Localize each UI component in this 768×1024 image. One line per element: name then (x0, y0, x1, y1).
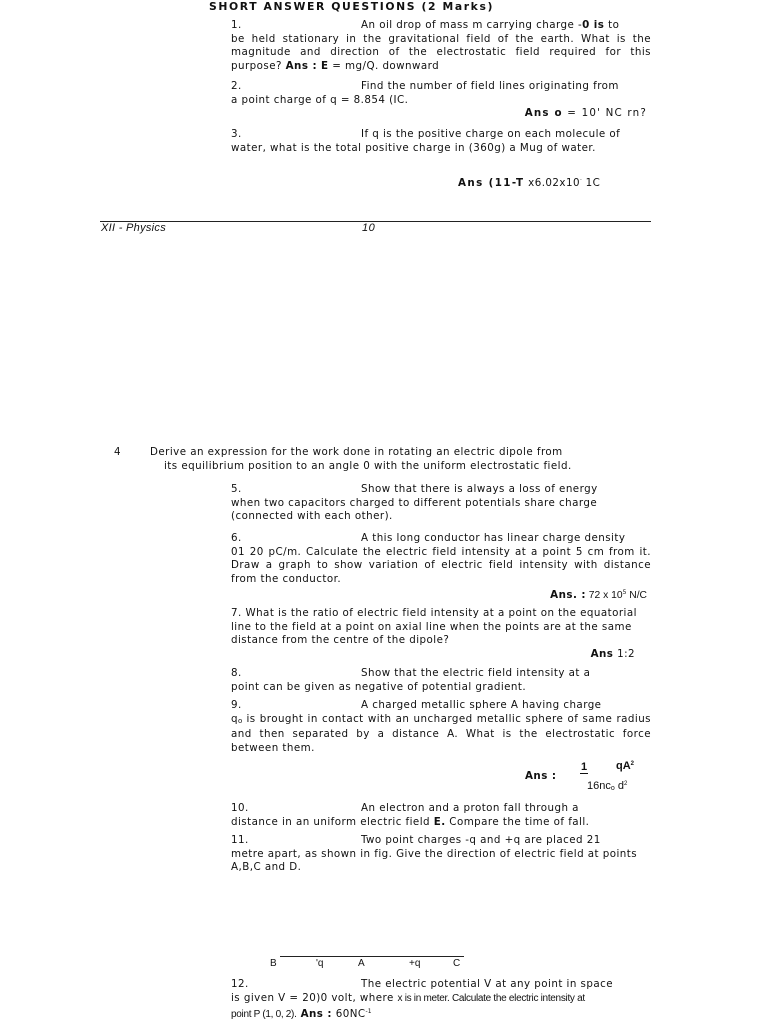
question-number: 10. (231, 802, 249, 814)
question-text: when two capacitors charged to different potentials share charge (connected with each other). (231, 496, 598, 523)
page-number: 10 (362, 222, 376, 234)
answer-superscript: 5 (622, 589, 627, 597)
answer-value: 60NC (332, 1008, 366, 1021)
question-number: 4 (114, 446, 122, 458)
question-6 (231, 532, 651, 603)
answer-superscript: · (579, 177, 582, 184)
figure-label-negative-charge: 'q (316, 958, 324, 969)
answer-label: Ans. : (550, 589, 586, 602)
question-4 (150, 446, 650, 473)
question-number: 9. (231, 699, 242, 711)
question-text: Find the number of field lines originating from (361, 80, 619, 92)
question-3 (231, 128, 651, 155)
question-text: be held stationary in the gravitational field of the earth. What is the magnitude and direction of the electrostatic field required for this purpose? (231, 32, 651, 72)
question-8 (231, 667, 651, 694)
question-11 (231, 834, 646, 875)
figure-line (280, 956, 464, 957)
denominator-text: d (614, 780, 624, 792)
question-text: Two point charges -q and +q are placed 21 (361, 834, 601, 846)
question-number: 6. (231, 532, 242, 544)
answer-unit: N/C (626, 590, 647, 602)
answer-unit: 1C (581, 177, 601, 189)
answer-value: 1:2 (613, 647, 635, 660)
figure-label-b: B (270, 958, 277, 969)
question-number: 5. (231, 483, 242, 495)
question-text: metre apart, as shown in fig. Give the direction of electric field at points A,B,C and D. (231, 847, 638, 874)
answer-label: Ans (11-T (458, 177, 525, 189)
question-12 (231, 978, 651, 1022)
question-text: to (604, 19, 620, 31)
question-text: water, what is the total positive charge in (360g) a Mug of water. (231, 141, 596, 154)
question-text: is brought in contact with an uncharged metallic sphere of same radius and then separated by a distance A. What is the electrostatic force between them. (231, 712, 651, 754)
answer-value: = 10' NC rn? (567, 107, 647, 120)
question-text: is given V = 20)0 volt, where (231, 991, 398, 1004)
section-heading: SHORT ANSWER QUESTIONS (2 Marks) (209, 0, 494, 13)
question-text: An electron and a proton fall through a (361, 802, 579, 814)
question-2 (231, 80, 651, 121)
question-text: distance in an uniform electric field (231, 815, 434, 828)
question-text: An oil drop of mass m carrying charge - (361, 19, 583, 31)
question-text: Show that the electric field intensity at a (361, 667, 591, 679)
answer-label-text: Ans : (525, 770, 557, 782)
figure-label-a: A (358, 958, 365, 969)
denominator-superscript: 2 (623, 781, 628, 787)
question-5 (231, 483, 641, 524)
question-text: The electric potential V at any point in space (361, 978, 613, 990)
answer-3 (458, 177, 600, 189)
answer-label (525, 770, 556, 782)
question-text: A this long conductor has linear charge density (361, 532, 626, 544)
question-text: Show that there is always a loss of energy (361, 483, 598, 495)
question-text: point can be given as negative of potential gradient. (231, 680, 527, 693)
answer-superscript: -1 (365, 1008, 372, 1016)
figure-label-positive-charge: +q (409, 958, 421, 969)
question-text: A charged metallic sphere A having charge (361, 699, 602, 711)
answer-value: = mg/Q. downward (328, 59, 440, 72)
answer-value: x6.02x10 (524, 177, 580, 189)
fraction-denominator (587, 780, 627, 792)
denominator-text: 16nc (587, 780, 611, 792)
footer-divider (100, 221, 651, 222)
question-number: 12. (231, 978, 249, 990)
answer-label: Ans : (296, 1008, 332, 1021)
question-text: x is in meter. Calculate the electric intensity at (397, 992, 585, 1004)
fraction-qa (616, 760, 634, 772)
question-text-bold: 0 is (582, 19, 605, 31)
qa-text: qA (616, 760, 631, 772)
question-number: 3. (231, 128, 242, 140)
question-number: 2. (231, 80, 242, 92)
fraction-numerator: 1 (580, 761, 588, 773)
qa-superscript: 2 (630, 761, 635, 767)
question-text: If q is the positive charge on each molecule of (361, 128, 621, 140)
denominator-subscript: o (610, 785, 615, 792)
answer-label: Ans : E (285, 59, 329, 72)
question-text: a point charge of q = 8.854 (IC. (231, 93, 409, 106)
question-text: its equilibrium position to an angle 0 with the uniform electrostatic field. (164, 459, 572, 472)
question-number: 1. (231, 19, 242, 31)
question-text: 01 20 pC/m. Calculate the electric field intensity at a point 5 cm from it. Draw a graph to show variation of electric field intensity with distance from the conductor. (231, 545, 651, 585)
question-number: 8. (231, 667, 242, 679)
question-9 (231, 699, 651, 755)
question-text: point P (1, 0, 2). (231, 1009, 297, 1021)
answer-label: Ans (590, 647, 614, 660)
question-text: 7. What is the ratio of electric field intensity at a point on the equatorial line to the field at a point on axial line when the points are at the same distance from the centre of the dipole? (231, 607, 637, 647)
question-1 (231, 19, 651, 73)
question-7 (231, 607, 641, 661)
question-text: Compare the time of fall. (445, 815, 590, 828)
subscript: o (238, 716, 243, 725)
question-text: Derive an expression for the work done in rotating an electric dipole from (150, 446, 563, 458)
figure-label-c: C (453, 958, 461, 969)
question-text-bold: E. (433, 815, 446, 828)
answer-value: 72 x 10 (585, 590, 623, 602)
answer-6 (231, 586, 651, 603)
question-10 (231, 802, 651, 829)
answer-label: Ans o (524, 107, 563, 120)
question-text: q (231, 712, 238, 725)
footer-title: XII - Physics (101, 222, 167, 234)
question-number: 11. (231, 834, 249, 846)
